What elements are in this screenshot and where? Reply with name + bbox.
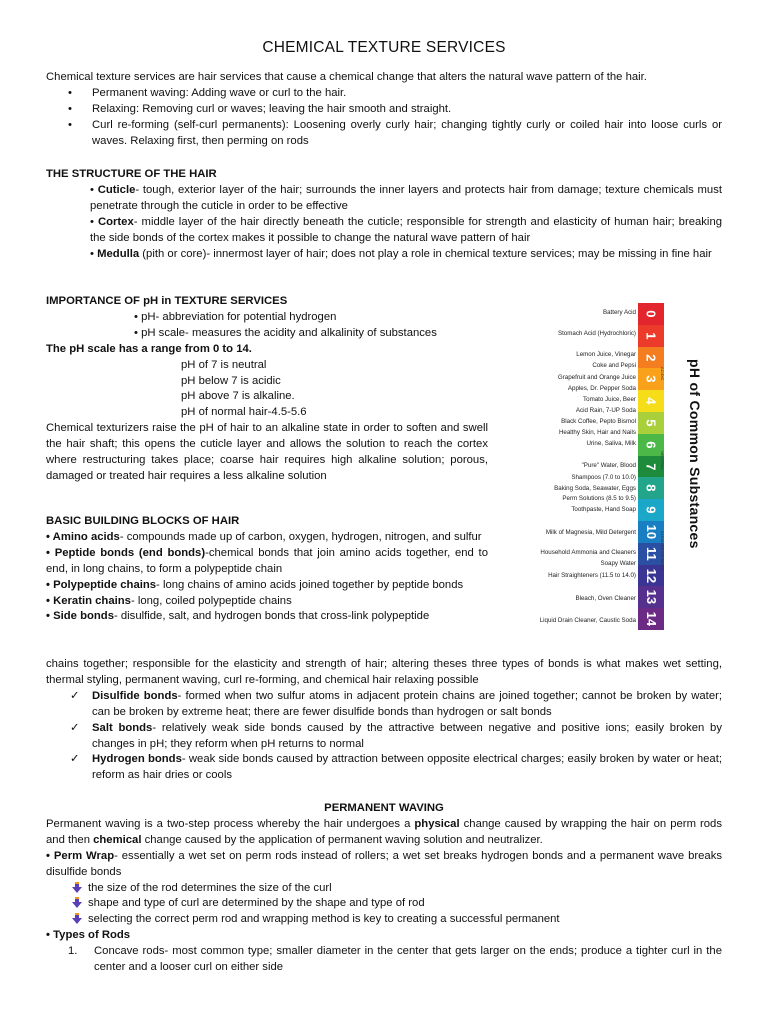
- term: Disulfide bonds: [92, 689, 178, 702]
- ph-level-5: [638, 412, 664, 434]
- chart-side-label: ACIDIC: [660, 367, 665, 381]
- list-item: [46, 721, 722, 753]
- list-item: • pH- abbreviation for potential hydrogen: [134, 310, 337, 323]
- ph-line: pH of 7 is neutral: [181, 358, 267, 371]
- section-heading: IMPORTANCE OF pH in TEXTURE SERVICES: [46, 295, 288, 307]
- list-item: [46, 689, 722, 721]
- bullet-icon: •: [68, 86, 72, 99]
- ph-substance-label: Black Coffee, Pepto Bismol: [561, 418, 636, 425]
- ph-substance-label: Stomach Acid (Hydrochloric): [557, 330, 636, 337]
- emphasis: physical: [414, 817, 460, 830]
- term: Salt bonds: [92, 721, 153, 734]
- definition: -chemical bonds that join amino acids together, end to end, in long chains, to form a polypeptide chain: [46, 546, 488, 575]
- ph-substance-label: Grapefruit and Orange Juice: [557, 374, 636, 381]
- section-heading: BASIC BUILDING BLOCKS OF HAIR: [46, 515, 240, 527]
- intro-section: [46, 70, 722, 150]
- term: Hydrogen bonds: [92, 753, 182, 766]
- ph-level-number: 10: [643, 524, 659, 540]
- ph-substance-label: Lemon Juice, Vinegar: [576, 351, 636, 358]
- ph-substance-label: Perm Solutions (8.5 to 9.5): [562, 495, 636, 502]
- list-item: [46, 530, 488, 546]
- ph-level-number: 3: [643, 375, 659, 383]
- definition: - disulfide, salt, and hydrogen bonds that cross-link polypeptide: [113, 610, 430, 623]
- definition: (pith or core)- innermost layer of hair; does not play a role in chemical texture services; may be missing in fine hair: [139, 247, 712, 260]
- term: • Side bonds: [46, 610, 114, 623]
- ph-chart: [506, 297, 722, 639]
- ph-level-number: 6: [643, 441, 659, 449]
- term: • Polypeptide chains: [46, 578, 157, 591]
- ph-substance-label: Household Ammonia and Cleaners: [540, 549, 636, 556]
- ph-level-0: [638, 303, 664, 325]
- chart-side-label: ALKALINE OR BASIC: [660, 531, 665, 571]
- term: • Amino acids: [46, 530, 120, 543]
- term: • Keratin chains: [46, 594, 131, 607]
- list-item-text: Permanent waving: Adding wave or curl to the hair.: [92, 86, 347, 99]
- definition: - essentially a wet set on perm rods instead of rollers; a wet set breaks hydrogen bonds and a permanent wave breaks disulfide bonds: [46, 849, 722, 878]
- perm-paragraph: [46, 817, 722, 849]
- ph-substance-label: Tomato Juice, Beer: [583, 396, 636, 403]
- ph-lines: [46, 358, 488, 422]
- ph-level-number: 12: [643, 568, 659, 583]
- list-item: [46, 944, 722, 976]
- list-item-text: shape and type of curl are determined by the shape and type of rod: [88, 897, 425, 910]
- list-item-text: Curl re-forming (self-curl permanents): Loosening overly curly hair; changing tightly curly or coiled hair into loose curls or waves. Relaxing first, then perming on rods: [92, 118, 722, 147]
- definition: - weak side bonds caused by attraction between opposite electrical charges; easily broken by water or heat; reform as hair dries or cools: [92, 753, 722, 782]
- checkmark-icon: ✓: [70, 689, 80, 702]
- list-item-text: Concave rods- most common type; smaller diameter in the center that gets larger on the ends; produce a tighter curl in the center and a looser curl on either side: [94, 945, 722, 974]
- term: • Perm Wrap: [46, 849, 115, 862]
- list-item: [46, 118, 722, 150]
- ph-section: [46, 294, 488, 485]
- ph-level-number: 5: [643, 419, 659, 427]
- ph-substance-label: Soapy Water: [600, 560, 636, 567]
- ph-line: pH above 7 is alkaline.: [181, 390, 295, 403]
- ph-substance-label: "Pure" Water, Blood: [581, 462, 636, 469]
- definition: - long chains of amino acids joined together by peptide bonds: [156, 578, 464, 591]
- list-item-text: Relaxing: Removing curl or waves; leaving the hair smooth and straight.: [92, 102, 452, 115]
- list-item: • pH scale- measures the acidity and alkalinity of substances: [134, 326, 437, 339]
- ph-substance-label: Coke and Pepsi: [592, 362, 636, 369]
- checkmark-icon: ✓: [70, 721, 80, 734]
- ph-level-number: 8: [643, 484, 659, 492]
- ph-level-number: 7: [643, 462, 659, 471]
- chart-side-label: NEUTRAL: [660, 451, 665, 470]
- emphasis: chemical: [93, 833, 142, 846]
- ph-substance-label: Healthy Skin, Hair and Nails: [558, 429, 636, 436]
- text: change caused by wrapping the hair on perm rods and then: [46, 817, 722, 846]
- ph-substance-label: Baking Soda, Seawater, Eggs: [554, 485, 636, 492]
- ph-level-8: [638, 477, 664, 499]
- list-item: [46, 912, 722, 928]
- list-item: • Cortex- middle layer of the hair directly beneath the cuticle; responsible for strength and elasticity of human hair; breaking the side bonds of the cortex makes it possible to change the natural wave pattern of hair: [90, 215, 723, 244]
- perm-section: [46, 801, 722, 976]
- bullet-icon: •: [68, 118, 72, 131]
- list-item: [46, 578, 488, 594]
- chart-title: pH of Common Substances: [687, 359, 703, 549]
- ph-level-13: [638, 586, 664, 608]
- list-item: [46, 609, 488, 625]
- ph-level-number: 14: [643, 611, 659, 627]
- bullet-icon: •: [68, 102, 72, 115]
- section-heading: PERMANENT WAVING: [324, 802, 444, 814]
- ph-line: pH below 7 is acidic: [181, 374, 281, 387]
- page-title: CHEMICAL TEXTURE SERVICES: [262, 39, 506, 56]
- list-item: [46, 102, 722, 118]
- ph-level-number: 4: [643, 397, 659, 405]
- ph-substance-label: Urine, Saliva, Milk: [586, 440, 636, 447]
- ph-level-4: [638, 390, 664, 412]
- list-item: [46, 86, 722, 102]
- side-bonds-section: [46, 657, 722, 784]
- ph-substance-label: Acid Rain, 7-UP Soda: [575, 407, 636, 414]
- ph-level-number: 0: [643, 310, 659, 318]
- ph-level-2: [638, 347, 664, 369]
- arrow-bullet-icon: [72, 912, 88, 928]
- ph-level-9: [638, 499, 664, 521]
- ph-level-number: 11: [643, 546, 659, 561]
- arrow-bullet-icon: [72, 881, 88, 897]
- arrow-bullet-icon: [72, 896, 88, 912]
- term: • Peptide bonds (end bonds): [46, 546, 206, 559]
- ph-level-14: [638, 608, 664, 630]
- definition: - long, coiled polypeptide chains: [130, 594, 292, 607]
- ph-level-number: 13: [643, 590, 659, 605]
- section-heading: THE STRUCTURE OF THE HAIR: [46, 168, 217, 180]
- ph-level-1: [638, 325, 664, 347]
- building-section: [46, 514, 488, 625]
- definition: - formed when two sulfur atoms in adjacent protein chains are joined together; cannot be broken by water; can be broken by extreme heat; there are fewer disulfide bonds than hydrogen or salt bonds: [92, 689, 722, 718]
- definition: - relatively weak side bonds caused by the attractive between negative and positive ions; easily broken by changes in pH; they reform when pH returns to normal: [92, 721, 722, 750]
- structure-section: [46, 167, 722, 262]
- list-item: [46, 546, 488, 578]
- definition: - compounds made up of carbon, oxygen, hydrogen, nitrogen, and sulfur: [119, 530, 482, 543]
- ph-level-number: 9: [643, 506, 659, 514]
- list-item: [46, 849, 722, 881]
- list-item: • Medulla (pith or core)- innermost layer of hair; does not play a role in chemical texture services; may be missing in fine hair: [90, 247, 712, 260]
- term: Cortex: [97, 215, 134, 228]
- list-item: [46, 881, 722, 897]
- ph-substance-label: Bleach, Oven Cleaner: [575, 595, 636, 602]
- ph-level-number: 2: [643, 353, 659, 362]
- ph-substance-label: Apples, Dr. Pepper Soda: [567, 385, 636, 392]
- definition: - tough, exterior layer of the hair; surrounds the inner layers and protects hair from damage; texture chemicals must penetrate through the cuticle in order to be effective: [90, 183, 722, 212]
- ph-substance-label: Battery Acid: [602, 309, 636, 316]
- text: change caused by the application of permanent waving solution and neutralizer.: [141, 833, 543, 846]
- ph-substance-label: Milk of Magnesia, Mild Detergent: [545, 529, 636, 536]
- list-item-text: the size of the rod determines the size of the curl: [88, 881, 332, 894]
- ph-range-text: The pH scale has a range from 0 to 14.: [46, 342, 252, 355]
- list-number: 1.: [68, 945, 78, 958]
- ph-level-number: 1: [643, 332, 659, 340]
- term: Medulla: [97, 247, 140, 260]
- text: Permanent waving is a two-step process whereby the hair undergoes a: [46, 817, 415, 830]
- side-bonds-text: chains together; responsible for the elasticity and strength of hair; altering theses three types of bonds is what makes wet setting, thermal styling, permanent waving, curl re-forming, and chemical hair relaxing possible: [46, 658, 722, 686]
- subheading: • Types of Rods: [46, 929, 131, 942]
- list-item-text: selecting the correct perm rod and wrapping method is key to creating a successful permanent: [88, 913, 560, 926]
- ph-substance-label: Hair Straighteners (11.5 to 14.0): [548, 572, 636, 579]
- term: Cuticle: [97, 183, 136, 196]
- list-item: [46, 594, 488, 610]
- list-item: [46, 896, 722, 912]
- ph-paragraph: Chemical texturizers raise the pH of hair to an alkaline state in order to soften and swell the hair shaft; this opens the cuticle layer and allows the solution to reach the cortex where restructuring takes place; coarse hair requires high alkaline solution; porous, damaged or treated hair requires a less alkaline solution: [46, 422, 488, 482]
- ph-substance-label: Shampoos (7.0 to 10.0): [571, 474, 636, 481]
- list-item: [46, 752, 722, 784]
- intro-paragraph: Chemical texture services are hair services that cause a chemical change that alters the natural wave pattern of the hair.: [46, 71, 647, 83]
- ph-line: pH of normal hair-4.5-5.6: [181, 406, 307, 419]
- definition: - middle layer of the hair directly beneath the cuticle; responsible for strength and elasticity of human hair; breaking the side bonds of the cortex makes it possible to change the natural wave pattern of hair: [90, 215, 723, 244]
- checkmark-icon: ✓: [70, 753, 80, 766]
- ph-substance-label: Liquid Drain Cleaner, Caustic Soda: [539, 617, 636, 624]
- ph-substance-label: Toothpaste, Hand Soap: [571, 506, 636, 513]
- list-item: • Cuticle- tough, exterior layer of the hair; surrounds the inner layers and protects hair from damage; texture chemicals must penetrate through the cuticle in order to be effective: [90, 183, 722, 212]
